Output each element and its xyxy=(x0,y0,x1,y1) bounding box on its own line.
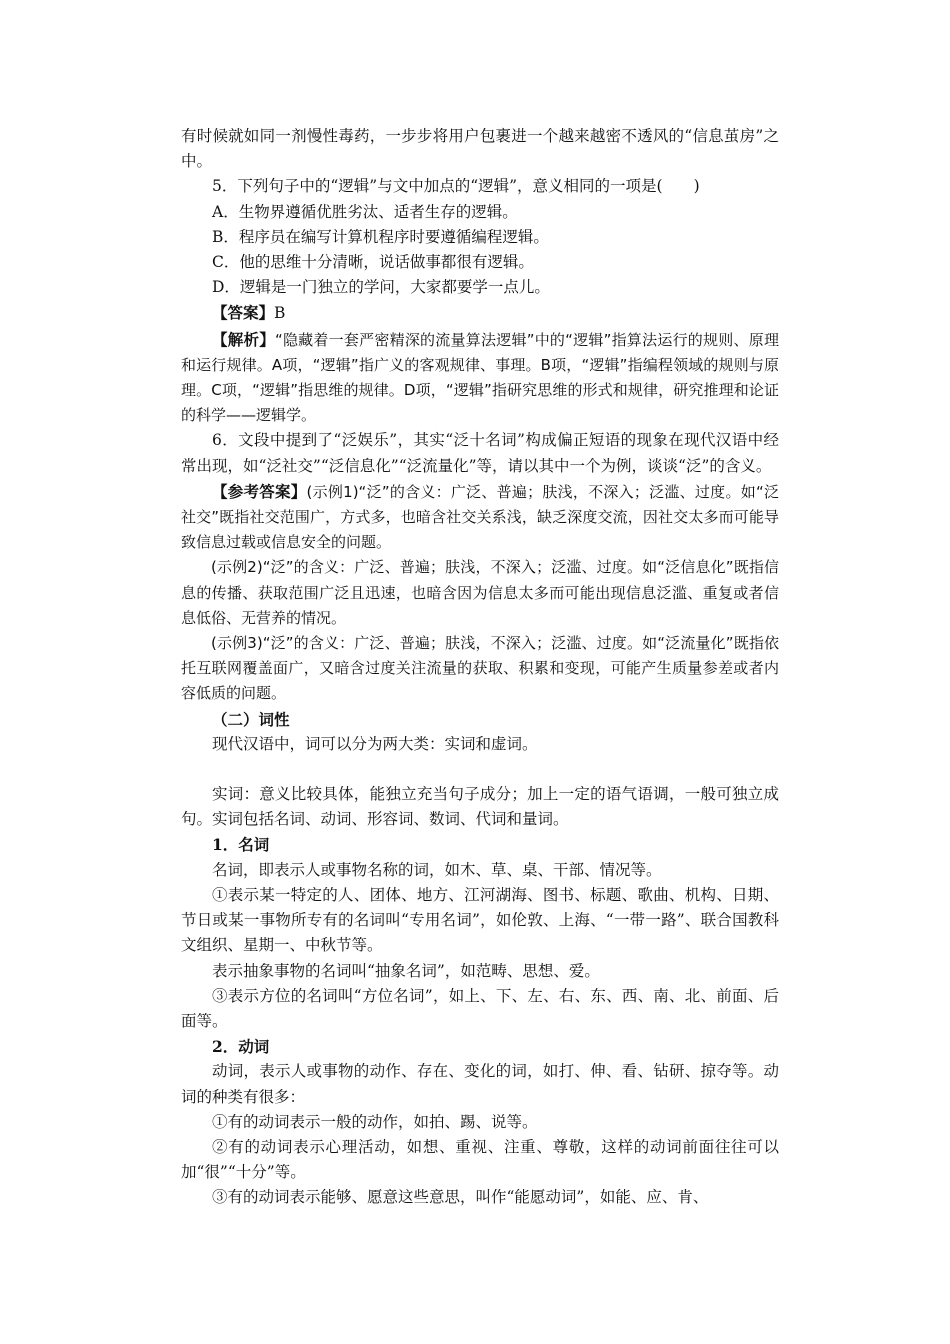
q5-option-a: A．生物界遵循优胜劣汰、适者生存的逻辑。 xyxy=(212,202,518,221)
noun-item-2: 表示抽象事物的名词叫“抽象名词”，如范畴、思想、爱。 xyxy=(212,961,600,980)
q6-example-3: (示例3)“泛”的含义：广泛、普遍；肤浅，不深入；泛滥、过度。如“泛流量化”既指依托互联网覆盖面广，又暗含过度关注流量的获取、积累和变现，可能产生质量参差或者内容低质的问题。 xyxy=(181,634,779,703)
q6-stem: 6．文段中提到了“泛娱乐”，其实“泛十名词”构成偏正短语的现象在现代汉语中经常出现，如“泛社交”“泛信息化”“泛流量化”等，请以其中一个为例，谈谈“泛”的含义。 xyxy=(181,431,779,475)
document-page xyxy=(181,124,779,1211)
answer-value: B xyxy=(274,304,286,323)
section-heading: （二）词性 xyxy=(212,709,290,729)
example-1-text: (示例1)“泛”的含义：广泛、普遍；肤浅，不深入；泛滥、过度。如“泛社交”既指社交范围广，方式多，也暗含社交关系浅，缺乏深度交流，因社交太多而可能导致信息过载或信息安全的问题。 xyxy=(181,482,779,552)
intro-paragraph: 有时候就如同一剂慢性毒药，一步步将用户包裹进一个越来越密不透风的“信息茧房”之中。 xyxy=(181,127,779,171)
q5-option-c: C．他的思维十分清晰，说话做事都很有逻辑。 xyxy=(212,253,534,272)
shici-definition: 实词：意义比较具体，能独立充当句子成分；加上一定的语气语调，一般可独立成句。实词包括名词、动词、形容词、数词、代词和量词。 xyxy=(181,785,779,829)
noun-item-3: ③表示方位的名词叫“方位名词”，如上、下、左、右、东、西、南、北、前面、后面等。 xyxy=(181,986,779,1030)
noun-item-1: ①表示某一特定的人、团体、地方、江河湖海、图书、标题、歌曲、机构、日期、节日或某一事物所专有的名词叫“专用名词”，如伦敦、上海、“一带一路”、联合国教科文组织、星期一、中秋节等。 xyxy=(181,885,779,955)
blank-line xyxy=(181,757,779,782)
q5-option-d: D．逻辑是一门独立的学问，大家都要学一点儿。 xyxy=(212,278,550,297)
verb-item-1: ①有的动词表示一般的动作，如拍、踢、说等。 xyxy=(212,1112,538,1131)
section-intro: 现代汉语中，词可以分为两大类：实词和虚词。 xyxy=(212,734,538,753)
verb-heading: 2．动词 xyxy=(212,1037,270,1057)
q5-analysis xyxy=(181,327,779,429)
analysis-text: “隐藏着一套严密精深的流量算法逻辑”中的“逻辑”指算法运行的规则、原理和运行规律。A项，“逻辑”指广义的客观规律、事理。B项，“逻辑”指编程领域的规则与原理。C项，“逻辑”指思维的规律。D项，“逻辑”指研究思维的形式和规律，研究推理和论证的科学——逻辑学。 xyxy=(181,330,779,425)
q6-example-2: (示例2)“泛”的含义：广泛、普遍；肤浅，不深入；泛滥、过度。如“泛信息化”既指信息的传播、获取范围广泛且迅速，也暗含因为信息太多而可能出现信息泛滥、重复或者信息低俗、无营养的情况。 xyxy=(181,558,779,627)
q5-option-b: B．程序员在编写计算机程序时要遵循编程逻辑。 xyxy=(212,227,549,246)
verb-definition: 动词，表示人或事物的动作、存在、变化的词，如打、伸、看、钻研、掠夺等。动词的种类有很多： xyxy=(181,1062,779,1106)
noun-heading: 1．名词 xyxy=(212,835,270,855)
noun-definition: 名词，即表示人或事物名称的词，如木、草、桌、干部、情况等。 xyxy=(212,860,662,879)
q5-stem: 5．下列句子中的“逻辑”与文中加点的“逻辑”，意义相同的一项是( ) xyxy=(212,177,700,196)
verb-item-3: ③有的动词表示能够、愿意这些意思，叫作“能愿动词”，如能、应、肯、 xyxy=(212,1188,709,1207)
verb-item-2: ②有的动词表示心理活动，如想、重视、注重、尊敬，这样的动词前面往往可以加“很”“十分”等。 xyxy=(181,1137,779,1182)
q6-example-1 xyxy=(181,479,779,556)
answer-label: 【答案】 xyxy=(212,303,275,323)
reference-answer-label: 【参考答案】 xyxy=(212,481,307,501)
q5-answer xyxy=(181,300,779,326)
analysis-label: 【解析】 xyxy=(212,329,275,349)
